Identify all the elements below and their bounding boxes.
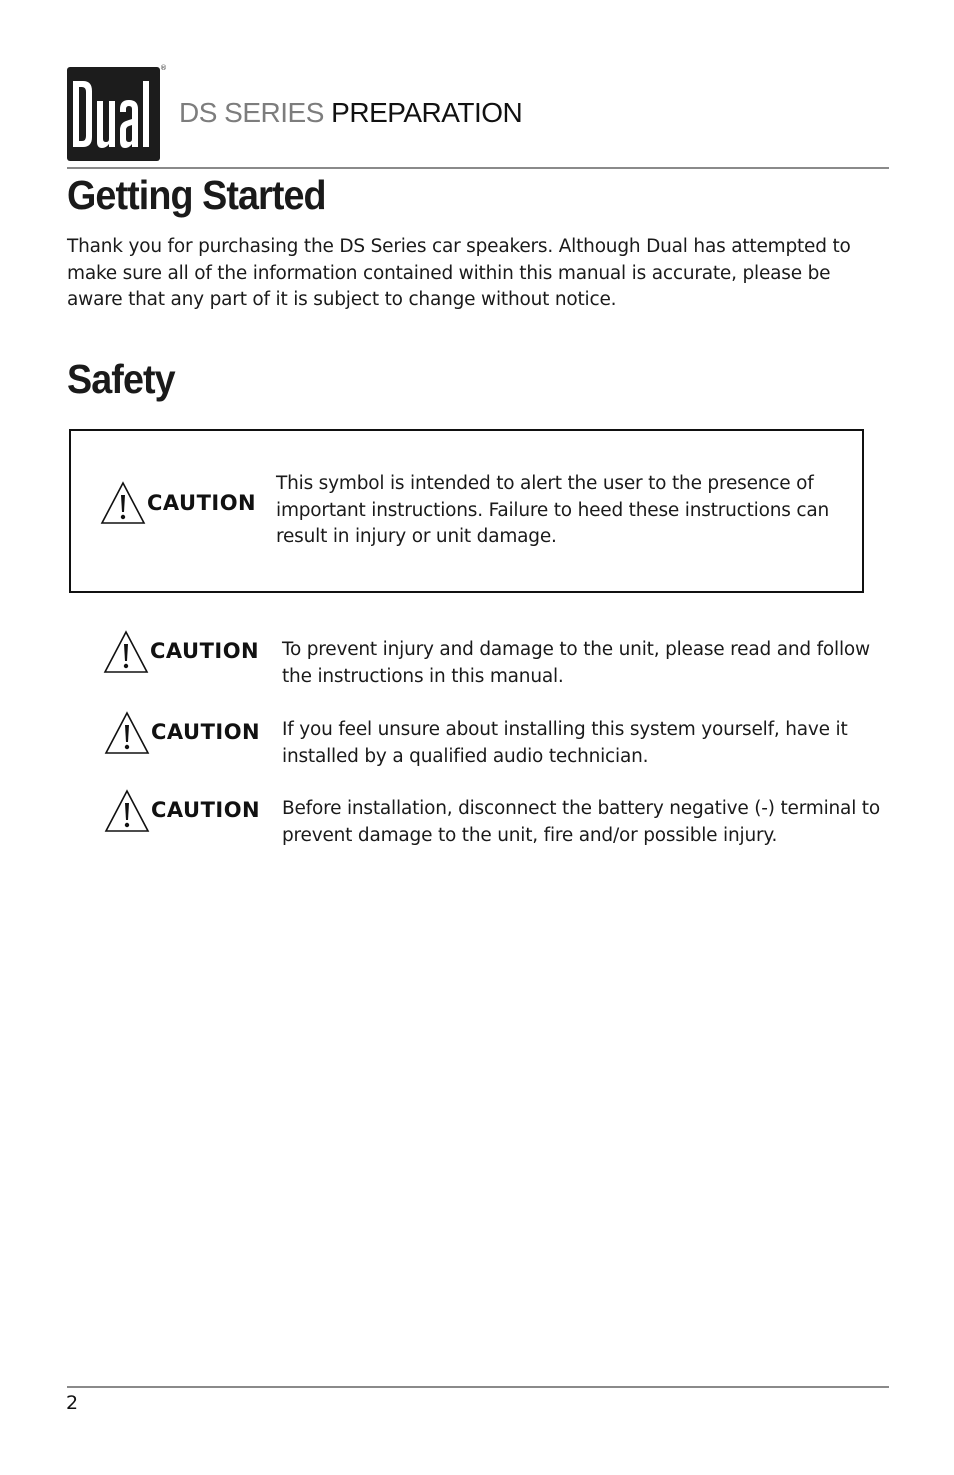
warning-triangle-icon (104, 789, 150, 833)
caution-label: CAUTION (151, 720, 261, 744)
footer-divider (67, 1386, 889, 1388)
warning-triangle-icon (100, 481, 146, 525)
caution-label: CAUTION (150, 639, 260, 663)
section-label: PREPARATION (331, 97, 523, 128)
intro-paragraph: Thank you for purchasing the DS Series car speakers. Although Dual has attempted to make sure all of the information contained within this manual is accurate, please be aware that any part of it is subject to change without notice. (67, 236, 851, 310)
getting-started-heading: Getting Started (67, 172, 326, 218)
series-label: DS SERIES (179, 97, 324, 128)
page-number: 2 (66, 1392, 79, 1414)
header-divider (67, 167, 889, 169)
warning-triangle-icon (104, 711, 150, 755)
caution-text: If you feel unsure about installing this system yourself, have it installed by a qualified audio technician. (282, 719, 848, 767)
registered-mark: ® (160, 64, 167, 72)
caution-text: Before installation, disconnect the battery negative (-) terminal to prevent damage to the unit, fire and/or possible injury. (282, 798, 880, 846)
safety-heading: Safety (67, 356, 175, 402)
caution-label: CAUTION (151, 798, 261, 822)
caution-label: CAUTION (147, 491, 257, 515)
caution-symbol-description: This symbol is intended to alert the user to the presence of important instructions. Failure to heed these instructions can result in injury or unit damage. (276, 473, 829, 547)
caution-symbol-box (69, 429, 864, 593)
warning-triangle-icon (103, 630, 149, 674)
caution-text: To prevent injury and damage to the unit, please read and follow the instructions in this manual. (282, 639, 870, 687)
dual-logo (67, 67, 160, 161)
dual-logo-mark (67, 67, 160, 161)
header-title (179, 97, 522, 129)
